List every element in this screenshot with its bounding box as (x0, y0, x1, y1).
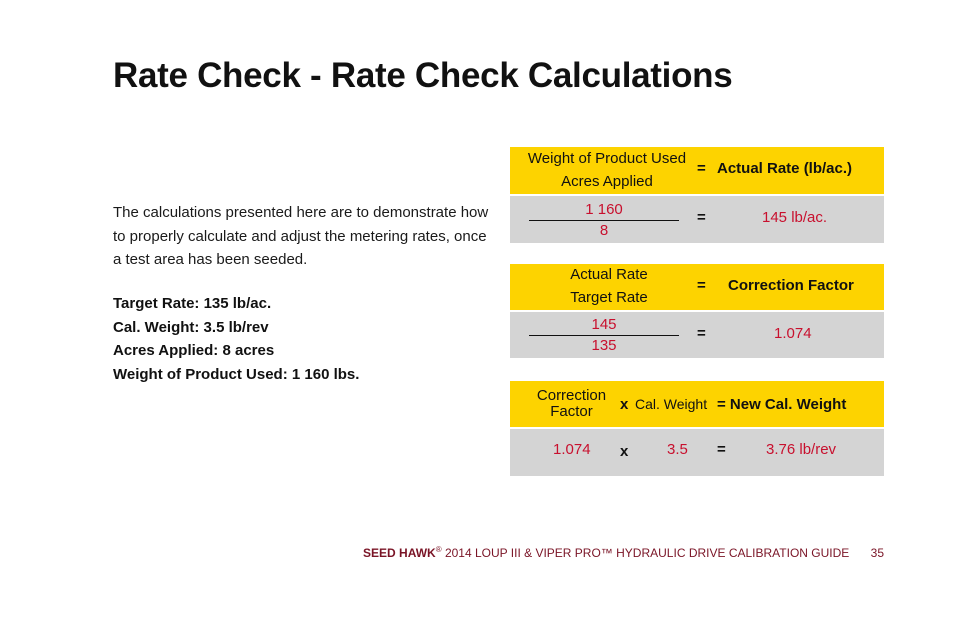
fact-product-used: Weight of Product Used: 1 160 lbs. (113, 365, 360, 383)
new-cal-weight-header (510, 381, 884, 427)
actual-rate-calculation (510, 147, 884, 243)
correction-factor-value-fraction (528, 314, 680, 356)
fraction-numerator: Weight of Product Used (527, 150, 687, 167)
page-number: 35 (870, 546, 884, 560)
fact-acres-applied: Acres Applied: 8 acres (113, 342, 275, 359)
correction-factor-header-fraction (510, 265, 708, 308)
page-title: Rate Check - Rate Check Calculations (113, 56, 733, 95)
intro-paragraph: The calculations presented here are to demonstrate how to properly calculate and adjust the metering rates, once a test area has been seeded. (113, 204, 489, 268)
given-values (113, 292, 359, 386)
correction-factor-header (510, 264, 884, 310)
multiply-sign: x (620, 396, 629, 413)
correction-factor-calculation (510, 264, 884, 358)
new-cal-weight-result: 3.76 lb/rev (766, 441, 837, 458)
actual-rate-values (510, 196, 884, 243)
fraction-denominator: Target Rate (570, 289, 648, 306)
actual-rate-result: 145 lb/ac. (762, 209, 828, 226)
fraction-numerator: 145 (591, 315, 617, 333)
correction-factor-label: Correction Factor (728, 277, 854, 294)
fraction-numerator: 1 160 (585, 200, 623, 218)
actual-rate-value-fraction (528, 199, 680, 241)
registered-mark: ® (435, 545, 442, 554)
fact-cal-weight: Cal. Weight: 3.5 lb/rev (113, 318, 269, 336)
correction-factor-result: 1.074 (774, 325, 812, 342)
equals-sign: = (697, 277, 706, 294)
equals-sign: = (697, 325, 706, 342)
correction-factor-term (524, 385, 619, 423)
new-cal-weight-calculation (510, 381, 884, 476)
actual-rate-header-fraction (516, 149, 698, 192)
correction-factor-values (510, 312, 884, 358)
cal-weight-label: Cal. Weight (635, 396, 708, 412)
fraction-denominator: Acres Applied (561, 173, 653, 190)
actual-rate-label: Actual Rate (lb/ac.) (717, 160, 853, 177)
fraction-numerator: Actual Rate (570, 266, 648, 283)
multiply-sign: x (620, 443, 629, 460)
equals-sign: = (697, 160, 706, 177)
new-cal-weight-values (510, 429, 884, 476)
actual-rate-header (510, 147, 884, 194)
fact-target-rate: Target Rate: 135 lb/ac. (113, 295, 272, 312)
fraction-denominator: 8 (599, 221, 609, 239)
cal-weight-value: 3.5 (667, 441, 688, 458)
correction-factor-value: 1.074 (553, 441, 591, 458)
new-cal-weight-label: = New Cal. Weight (717, 396, 847, 413)
equals-sign: = (697, 209, 706, 226)
page-footer (363, 545, 884, 560)
correction-factor-term-label: Correction Factor (536, 387, 607, 420)
fraction-denominator: 135 (591, 336, 617, 354)
footer-brand: SEED HAWK (363, 546, 436, 560)
footer-guide-title: 2014 LOUP III & VIPER PRO™ HYDRAULIC DRIVE CALIBRATION GUIDE (444, 546, 850, 560)
equals-sign: = (717, 441, 726, 458)
